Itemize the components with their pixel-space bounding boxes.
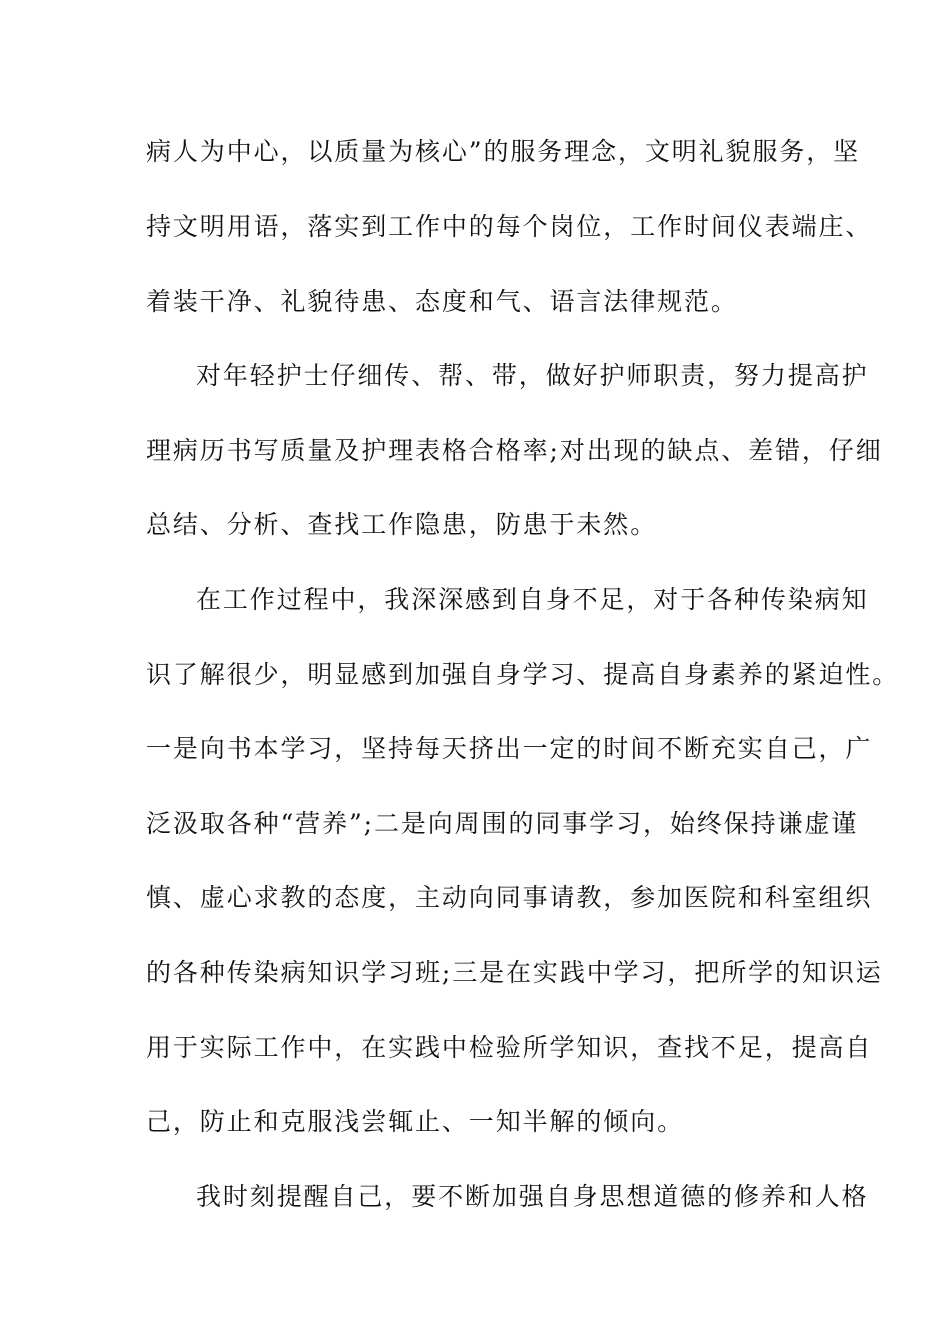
text-line: 一是向书本学习，坚持每天挤出一定的时间不断充实自己，广 [146, 734, 873, 763]
text-line: 识了解很少，明显感到加强自身学习、提高自身素养的紧迫性。 [146, 660, 900, 689]
text-line: 用于实际工作中，在实践中检验所学知识，查找不足，提高自 [146, 1033, 873, 1062]
text-line: 理病历书写质量及护理表格合格率;对出现的缺点、差错，仔细 [146, 436, 883, 465]
text-line: 泛汲取各种“营养”;二是向周围的同事学习，始终保持谦虚谨 [146, 809, 859, 838]
text-line: 持文明用语，落实到工作中的每个岗位，工作时间仪表端庄、 [146, 212, 873, 241]
text-line: 慎、虚心求教的态度，主动向同事请教，参加医院和科室组织 [146, 883, 873, 912]
paragraph-start-line: 我时刻提醒自己，要不断加强自身思想道德的修养和人格 [196, 1182, 869, 1211]
paragraph-start-line: 对年轻护士仔细传、帮、带，做好护师职责，努力提高护 [196, 361, 869, 390]
text-line: 己，防止和克服浅尝辄止、一知半解的倾向。 [146, 1107, 685, 1136]
text-line: 的各种传染病知识学习班;三是在实践中学习，把所学的知识运 [146, 958, 883, 987]
text-line: 着装干净、礼貌待患、态度和气、语言法律规范。 [146, 287, 738, 316]
text-line: 总结、分析、查找工作隐患，防患于未然。 [146, 510, 658, 539]
paragraph-start-line: 在工作过程中，我深深感到自身不足，对于各种传染病知 [196, 585, 869, 614]
text-line: 病人为中心，以质量为核心”的服务理念，文明礼貌服务，坚 [146, 137, 861, 166]
